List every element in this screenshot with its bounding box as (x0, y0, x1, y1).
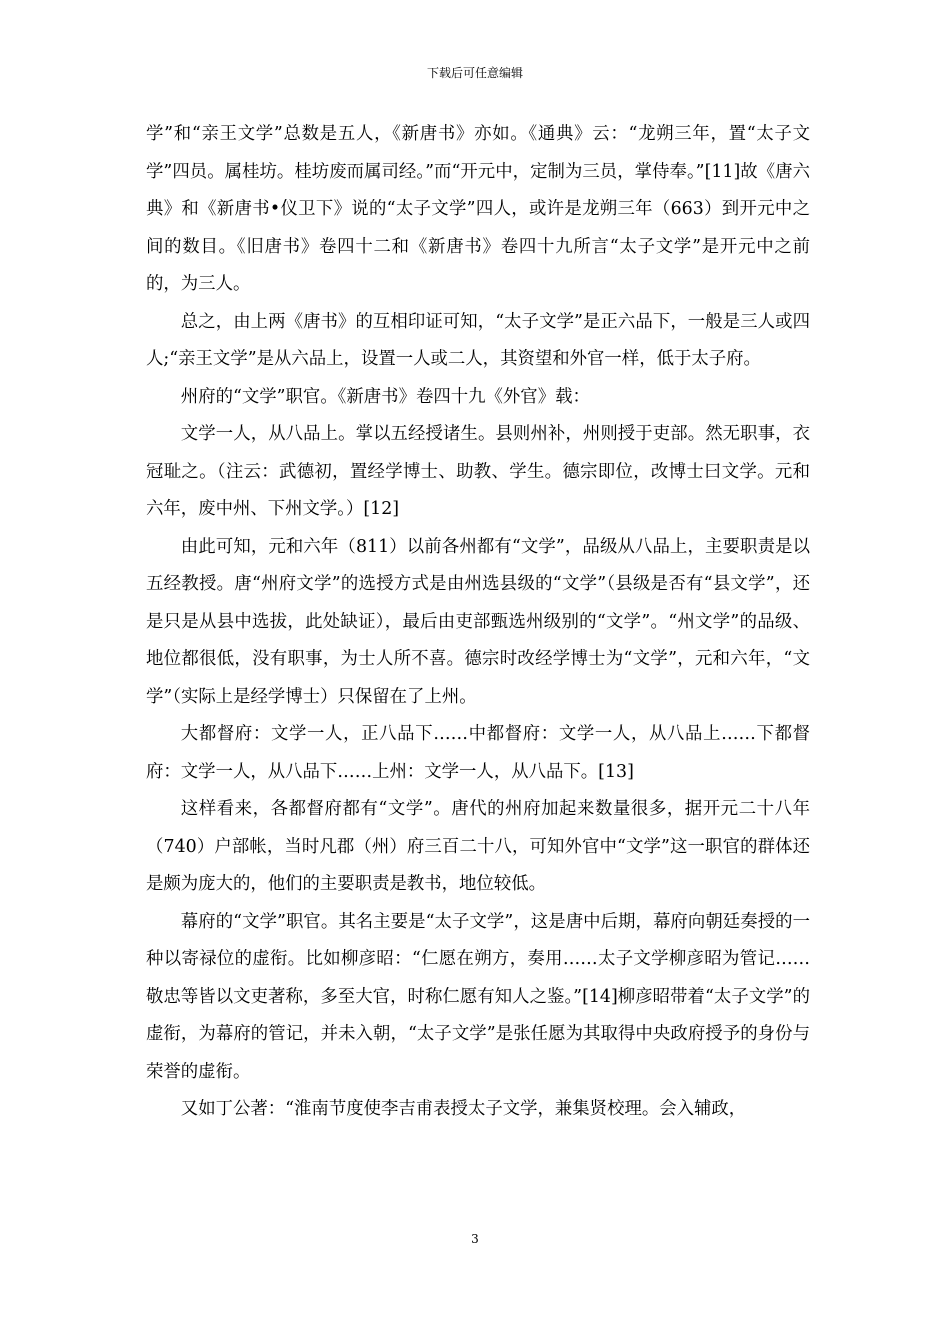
paragraph-3: 州府的“文学”职官。《新唐书》卷四十九《外官》载： (180, 386, 590, 407)
page-number: 3 (471, 1232, 479, 1246)
page-header: 下载后可任意编辑 (426, 66, 523, 80)
paragraph-1: 学”和“亲王文学”总数是五人，《新唐书》亦如。《通典》云：“龙朔三年，置“太子文学”四员。属桂坊。桂坊废而属司经。”而“开元中，定制为三员，掌侍奉。”[11]故《唐六典》和《新唐书•仪卫下》说的“太子文学”四人，或许是龙朔三年（663）到开元中之间的数目。《旧唐书》卷四十二和《新唐书》卷四十九所言“太子文学”是开元中之前的，为三人。 (146, 124, 810, 294)
document-body (146, 116, 810, 1129)
paragraph-5: 由此可知，元和六年（811）以前各州都有“文学”，品级从八品上，主要职责是以五经教授。唐“州府文学”的选授方式是由州选县级的“文学”（县级是否有“县文学”，还是只是从县中选拔，此处缺证），最后由吏部甄选州级别的“文学”。“州文学”的品级、地位都很低，没有职事，为士人所不喜。德宗时改经学博士为“文学”，元和六年，“文学”（实际上是经学博士）只保留在了上州。 (146, 536, 810, 707)
paragraph-2: 总之，由上两《唐书》的互相印证可知，“太子文学”是正六品下，一般是三人或四人;“亲王文学”是从六品上，设置一人或二人，其资望和外官一样，低于太子府。 (146, 311, 810, 369)
paragraph-7: 这样看来，各都督府都有“文学”。唐代的州府加起来数量很多，据开元二十八年（740）户部帐，当时凡郡（州）府三百二十八，可知外官中“文学”这一职官的群体还是颇为庞大的，他们的主要职责是教书，地位较低。 (146, 799, 810, 894)
paragraph-4: 文学一人，从八品上。掌以五经授诸生。县则州补，州则授于吏部。然无职事，衣冠耻之。（注云：武德初，置经学博士、助教、学生。德宗即位，改博士曰文学。元和六年，废中州、下州文学。）[12] (146, 424, 810, 519)
paragraph-8: 幕府的“文学”职官。其名主要是“太子文学”，这是唐中后期，幕府向朝廷奏授的一种以寄禄位的虚衔。比如柳彦昭：“仁愿在朔方，奏用……太子文学柳彦昭为管记……敬忠等皆以文吏著称，多至大官，时称仁愿有知人之鉴。”[14]柳彦昭带着“太子文学”的虚衔，为幕府的管记，并未入朝，“太子文学”是张任愿为其取得中央政府授予的身份与荣誉的虚衔。 (146, 911, 810, 1082)
paragraph-9: 又如丁公著：“淮南节度使李吉甫表授太子文学，兼集贤校理。会入辅政， (180, 1099, 747, 1119)
paragraph-6: 大都督府：文学一人，正八品下……中都督府：文学一人，从八品上……下都督府：文学一人，从八品下……上州：文学一人，从八品下。[13] (146, 724, 810, 782)
